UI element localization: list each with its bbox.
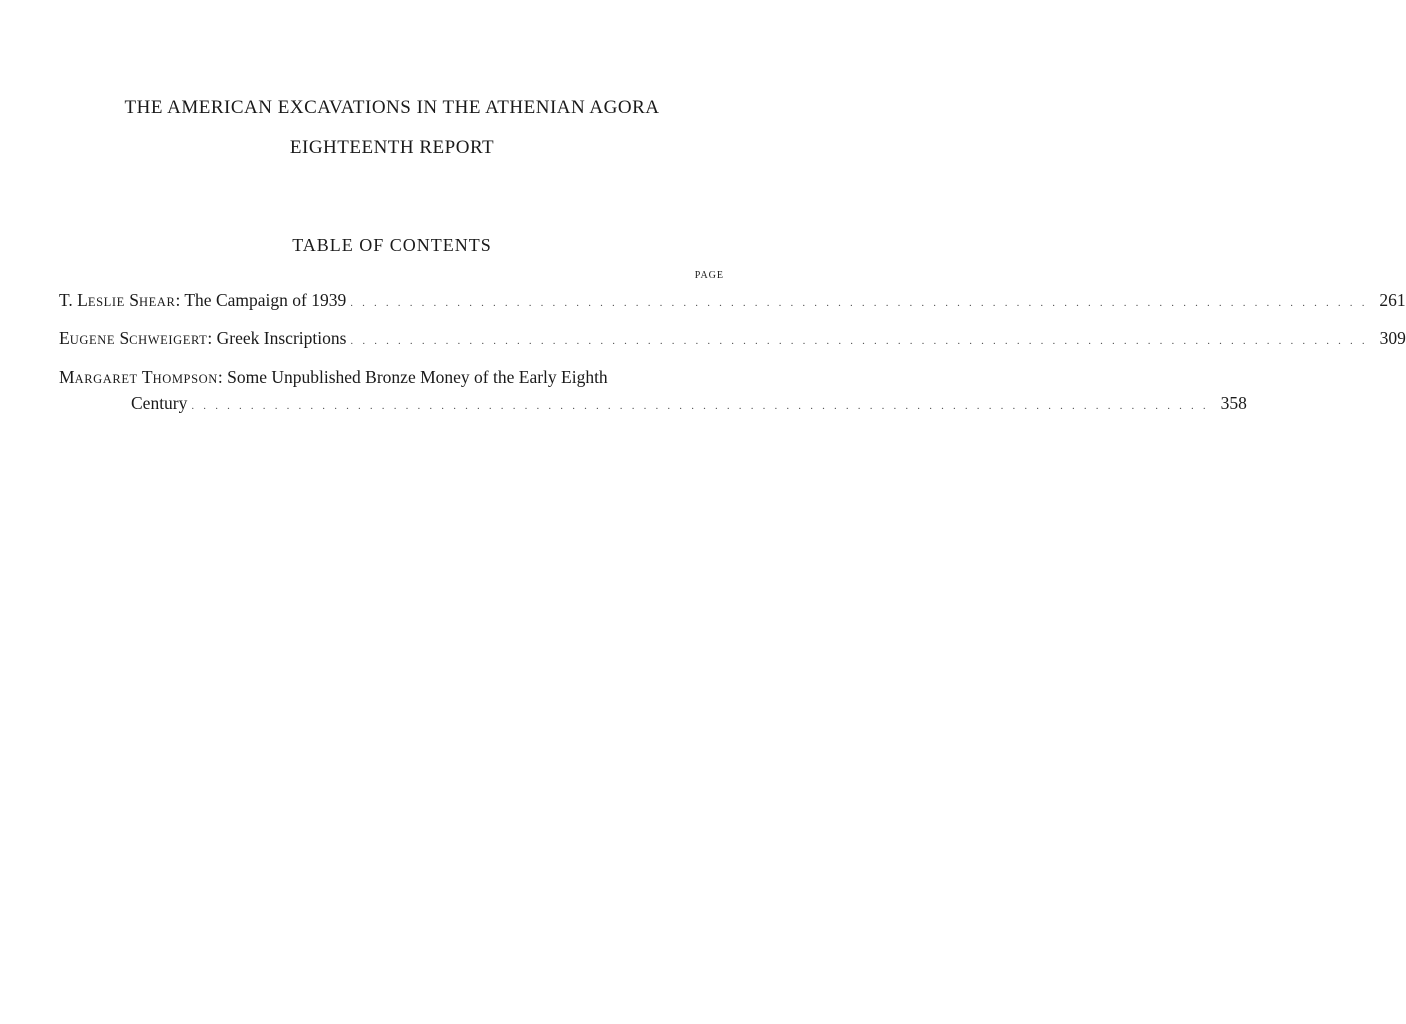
toc-entry-author: EUGENE SCHWEIGERT: [59, 328, 208, 348]
toc-entry-line-continued: [59, 391, 1247, 418]
toc-entry: [59, 365, 1247, 418]
toc-entry-page: 261: [1379, 290, 1406, 310]
toc-entry-author: T. LESLIE SHEAR: [59, 290, 176, 310]
report-subtitle: EIGHTEENTH REPORT: [289, 137, 495, 158]
toc-entry-title: : Some Unpublished Bronze Money of the Early Eighth: [217, 367, 608, 387]
dot-leader: . . . . . . . . . . . . . . . . . . . . . . . . . . . . . . . . . . . . . . . . . . . . . . . . . . . . . . . . . . . . . . . . . . . . . . . . . . . . . . . . . . . . . .: [350, 335, 1368, 347]
report-title: THE AMERICAN EXCAVATIONS IN THE ATHENIAN AGORA: [124, 97, 660, 118]
toc-entry-title: : Greek Inscriptions: [207, 328, 347, 348]
toc-entry: [59, 288, 1406, 315]
toc-entry-line: [59, 365, 724, 391]
toc-entry-page: 358: [1220, 393, 1247, 413]
toc-entry: [59, 326, 1406, 353]
toc-heading: TABLE OF CONTENTS: [292, 235, 492, 255]
page-column-label: PAGE: [694, 270, 724, 281]
toc-entry-title: : The Campaign of 1939: [175, 290, 347, 310]
toc-entry-page: 309: [1379, 328, 1406, 348]
toc-entry-line: [59, 288, 1406, 315]
dot-leader: . . . . . . . . . . . . . . . . . . . . . . . . . . . . . . . . . . . . . . . . . . . . . . . . . . . . . . . . . . . . . . . . . . . . . . . . . . . . . . . . . . . . . .: [191, 400, 1209, 412]
toc-entry-line: [59, 326, 1406, 353]
dot-leader: . . . . . . . . . . . . . . . . . . . . . . . . . . . . . . . . . . . . . . . . . . . . . . . . . . . . . . . . . . . . . . . . . . . . . . . . . . . . . . . . . . . . . .: [350, 297, 1368, 309]
toc-entry-title-continued: Century: [131, 393, 188, 413]
toc-entry-author: MARGARET THOMPSON: [59, 367, 218, 387]
